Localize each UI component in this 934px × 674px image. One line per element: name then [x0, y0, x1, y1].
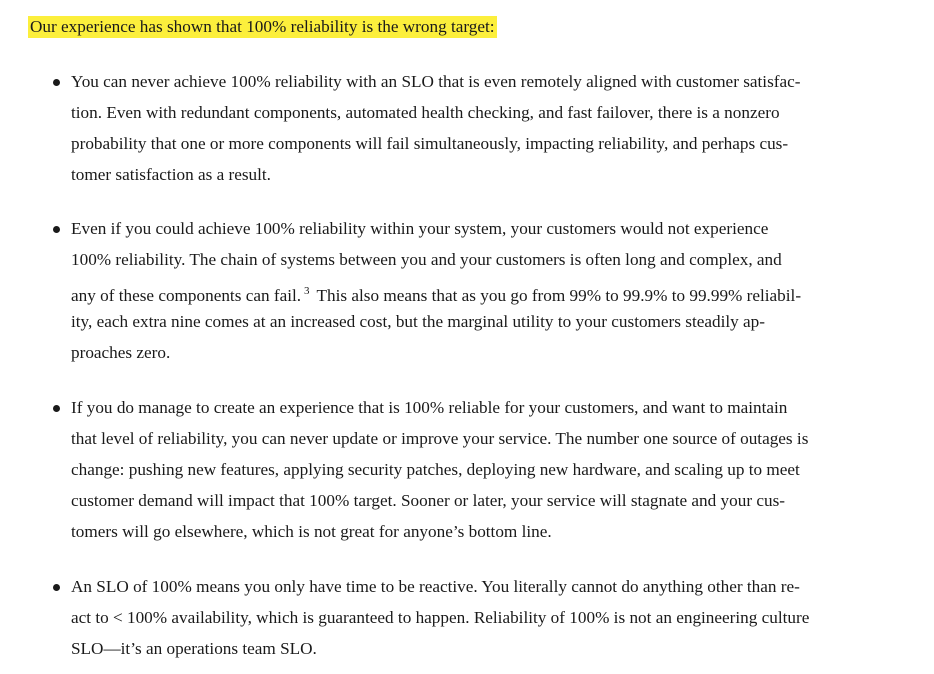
- list-item-line: Even if you could achieve 100% reliability within your system, your customers would not experience: [71, 219, 769, 238]
- list-item-line: tion. Even with redundant components, automated health checking, and fast failover, there is a nonzero: [71, 103, 780, 122]
- list-item-line: If you do manage to create an experience that is 100% reliable for your customers, and want to maintain: [71, 398, 788, 417]
- list-item-line: customer demand will impact that 100% target. Sooner or later, your service will stagnate and your cus-: [71, 491, 785, 510]
- list-item-line: that level of reliability, you can never update or improve your service. The number one source of outages is: [71, 429, 809, 448]
- list-item-line: tomer satisfaction as a result.: [71, 165, 271, 184]
- bullet-icon: [53, 584, 60, 591]
- list-item-line: ity, each extra nine comes at an increased cost, but the marginal utility to your customers steadily ap-: [71, 312, 765, 331]
- list-item-line: SLO—it’s an operations team SLO.: [71, 639, 317, 658]
- bullet-icon: [53, 79, 60, 86]
- footnote-marker[interactable]: 3: [304, 285, 310, 297]
- list-item-line: [71, 280, 801, 307]
- bullet-icon: [53, 226, 60, 233]
- list-item-line: You can never achieve 100% reliability with an SLO that is even remotely aligned with customer satisfac-: [71, 72, 801, 91]
- list-item-text: This also means that as you go from 99% to 99.9% to 99.99% reliabil-: [316, 286, 802, 305]
- list-item-text: any of these components can fail.: [71, 286, 302, 305]
- list-item-line: change: pushing new features, applying security patches, deploying new hardware, and scaling up to meet: [71, 460, 800, 479]
- list-item-line: An SLO of 100% means you only have time to be reactive. You literally cannot do anything other than re-: [71, 577, 800, 596]
- list-item-line: probability that one or more components will fail simultaneously, impacting reliability, and perhaps cus-: [71, 134, 789, 153]
- intro-paragraph: [28, 15, 497, 39]
- list-item-line: act to < 100% availability, which is guaranteed to happen. Reliability of 100% is not an engineering culture: [71, 608, 810, 627]
- list-item-line: proaches zero.: [71, 343, 171, 362]
- list-item-line: tomers will go elsewhere, which is not great for anyone’s bottom line.: [71, 522, 552, 541]
- highlighted-intro-text: Our experience has shown that 100% reliability is the wrong target:: [30, 17, 495, 36]
- bullet-icon: [53, 405, 60, 412]
- list-item-line: 100% reliability. The chain of systems between you and your customers is often long and complex, and: [71, 250, 782, 269]
